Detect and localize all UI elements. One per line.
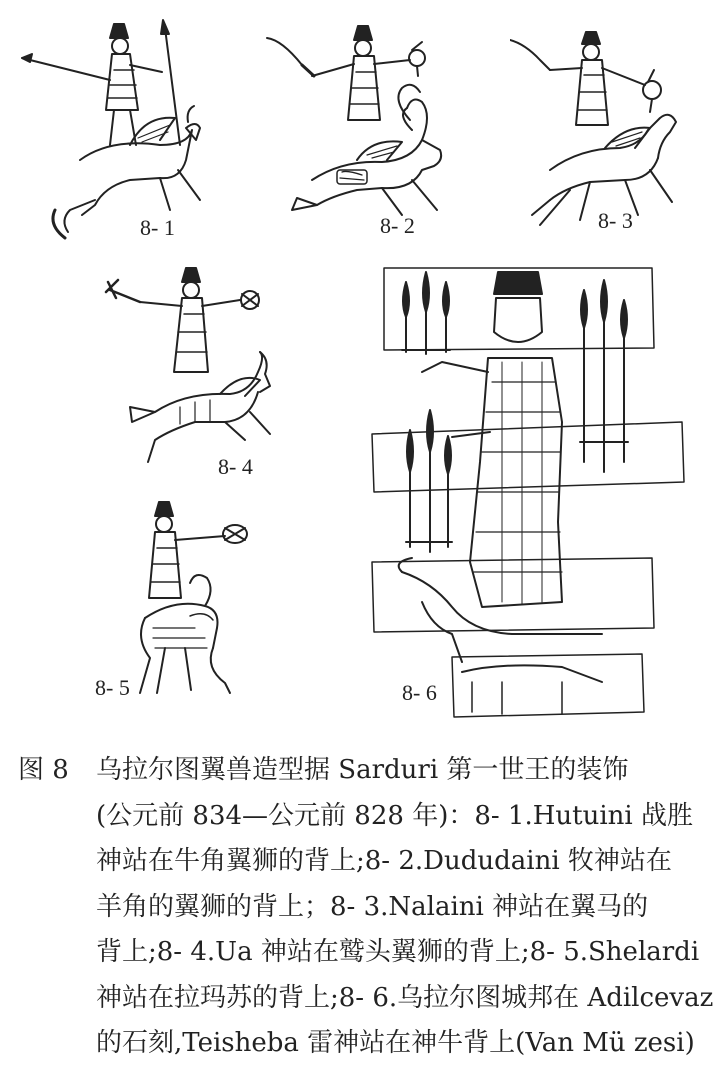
- panel-8-5-label: 8- 5: [95, 675, 130, 700]
- panel-8-2-drawing: [262, 20, 472, 240]
- panel-8-3: [510, 30, 710, 255]
- caption-body: [18, 794, 714, 1067]
- caption-line: 的石刻,Teisheba 雷神站在神牛背上(Van Mü zesi): [96, 1028, 695, 1058]
- caption-line: 神站在牛角翼狮的背上;8- 2.Dududaini 牧神站在: [96, 846, 672, 876]
- panel-8-5-drawing: [95, 498, 295, 703]
- panel-8-6-drawing: [362, 262, 710, 722]
- panel-8-6: [362, 262, 710, 722]
- caption-line: 神站在拉玛苏的背上;8- 6.乌拉尔图城邦在 Adilcevaz: [96, 982, 714, 1013]
- caption-line: 背上;8- 4.Ua 神站在鹫头翼狮的背上;8- 5.Shelardi: [96, 937, 700, 967]
- panel-8-3-label: 8- 3: [598, 208, 633, 233]
- caption-line: 羊角的翼狮的背上；8- 3.Nalaini 神站在翼马的: [96, 891, 649, 922]
- panel-8-4: [100, 262, 315, 487]
- panel-8-2-label: 8- 2: [380, 213, 415, 238]
- panel-8-1-drawing: [10, 10, 220, 240]
- panel-8-1-label: 8- 1: [140, 215, 175, 240]
- panel-8-4-drawing: [100, 262, 315, 477]
- panel-8-5: [95, 498, 295, 708]
- figure-caption: [18, 748, 714, 1067]
- panel-8-6-label: 8- 6: [402, 680, 437, 705]
- panel-8-1: [10, 10, 220, 255]
- panel-8-4-label: 8- 4: [218, 454, 253, 479]
- caption-label: 图 8: [18, 755, 69, 785]
- caption-title: 乌拉尔图翼兽造型据 Sarduri 第一世王的装饰: [96, 755, 629, 785]
- caption-first-line: [18, 748, 702, 794]
- caption-line: (公元前 834—公元前 828 年)：8- 1.Hutuini 战胜: [96, 800, 693, 831]
- panel-8-2: [262, 20, 472, 255]
